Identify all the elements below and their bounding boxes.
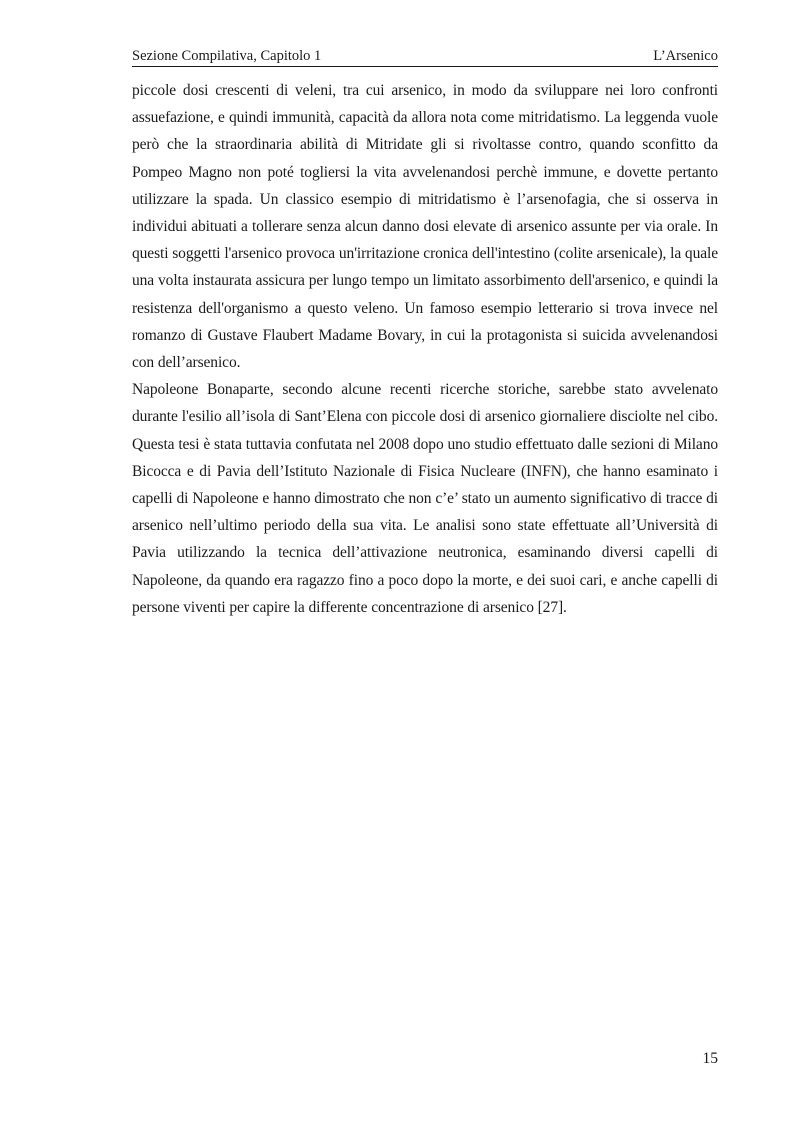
body-text [132, 77, 718, 621]
paragraph-napoleone: Napoleone Bonaparte, secondo alcune recenti ricerche storiche, sarebbe stato avvelenato durante l'esilio all’isola di Sant’Elena con piccole dosi di arsenico giornaliere disciolte nel cibo. Questa tesi è stata tuttavia confutata nel 2008 dopo uno studio effettuato dalle sezioni di Milano Bicocca e di Pavia dell’Istituto Nazionale di Fisica Nucleare (INFN), che hanno esaminato i capelli di Napoleone e hanno dimostrato che non c’e’ stato un aumento significativo di tracce di arsenico nell’ultimo periodo della sua vita. Le analisi sono state effettuate all’Università di Pavia utilizzando la tecnica dell’attivazione neutronica, esaminando diversi capelli di Napoleone, da quando era ragazzo fino a poco dopo la morte, e dei suoi cari, e anche capelli di persone viventi per capire la differente concentrazione di arsenico [27]. [132, 381, 718, 616]
header-section-title: Sezione Compilativa, Capitolo 1 [132, 48, 322, 64]
page-header [132, 47, 718, 67]
paragraph-mitridatismo: piccole dosi crescenti di veleni, tra cui arsenico, in modo da sviluppare nei loro confronti assuefazione, e quindi immunità, capacità da allora nota come mitridatismo. La leggenda vuole però che la straordinaria abilità di Mitridate gli si rivoltasse contro, quando sconfitto da Pompeo Magno non poté togliersi la vita avvelenandosi perchè immune, e dovette pertanto utilizzare la spada. Un classico esempio di mitridatismo è l’arsenofagia, che si osserva in individui abituati a tollerare senza alcun danno dosi elevate di arsenico assunte per via orale. In questi soggetti l'arsenico provoca un'irritazione cronica dell'intestino (colite arsenicale), la quale una volta instaurata assicura per lungo tempo un limitato assorbimento dell'arsenico, e quindi la resistenza dell'organismo a questo veleno. Un famoso esempio letterario si trova invece nel romanzo di Gustave Flaubert Madame Bovary, in cui la protagonista si suicida avvelenandosi con dell’arsenico. [132, 82, 718, 372]
page-number: 15 [702, 1050, 718, 1067]
header-chapter-title: L’Arsenico [653, 48, 718, 64]
